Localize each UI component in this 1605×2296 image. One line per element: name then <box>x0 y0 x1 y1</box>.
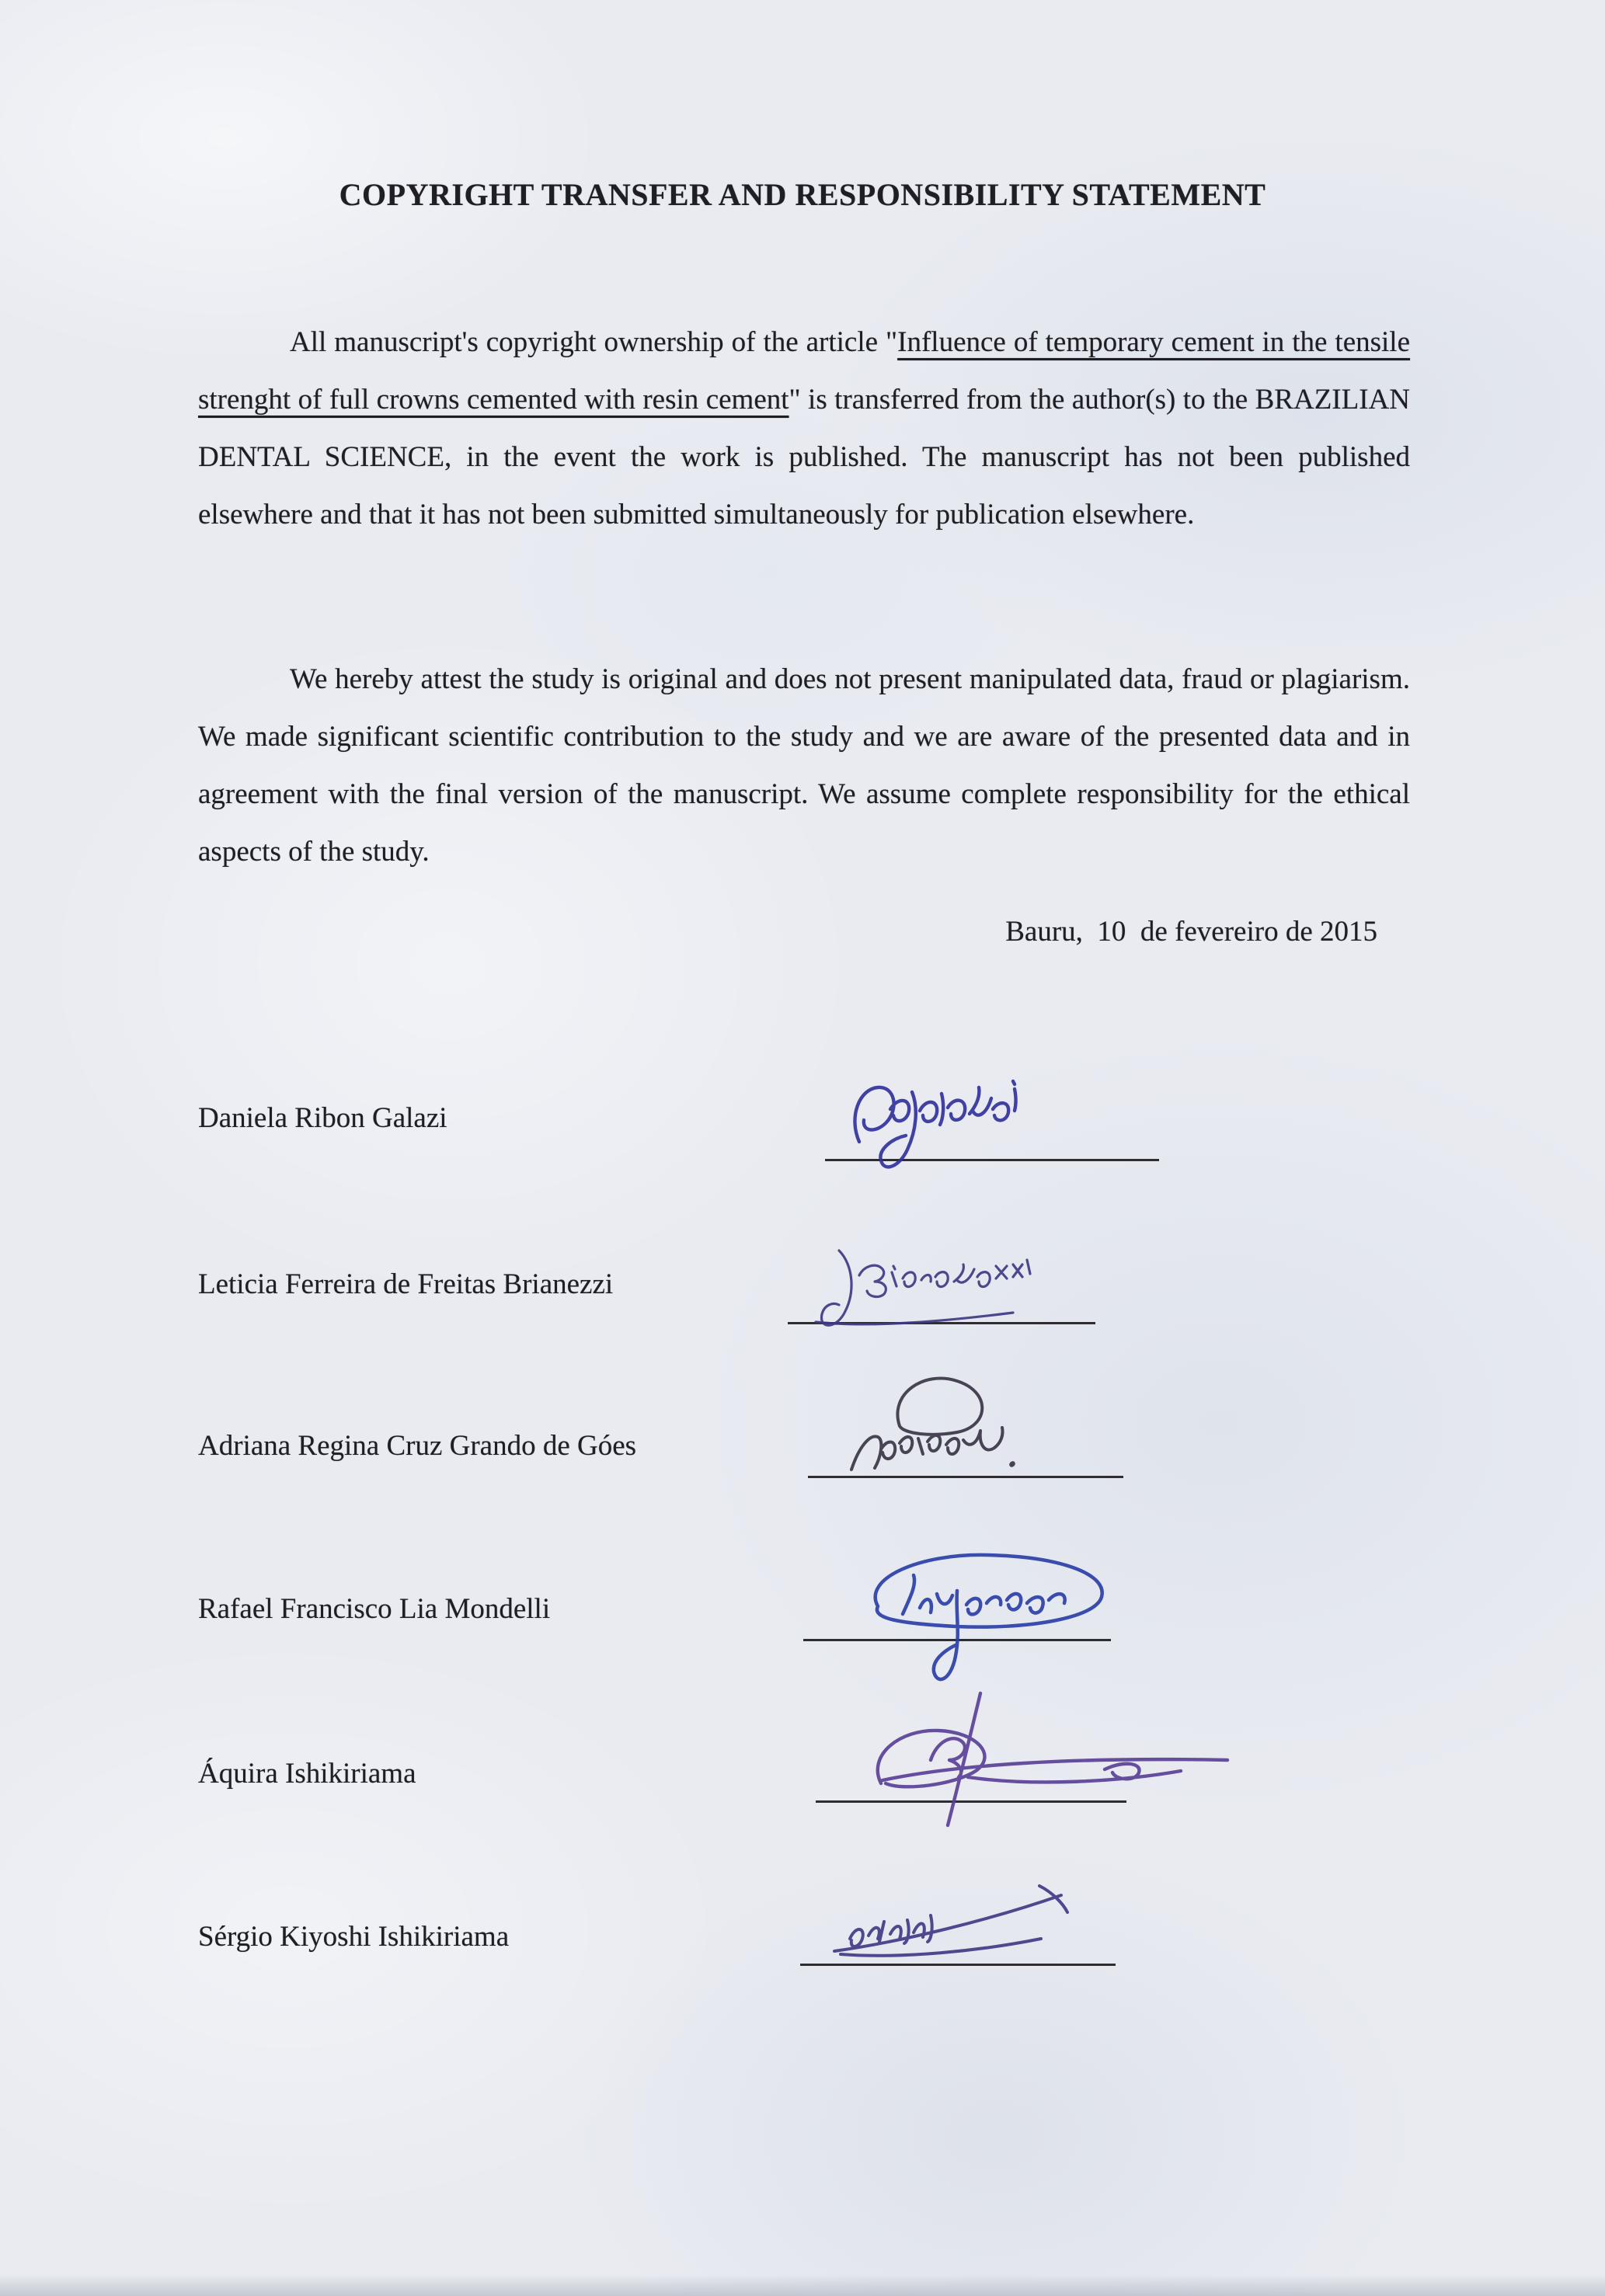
signature-row <box>0 1920 1605 2099</box>
signature-line <box>788 1198 1095 1324</box>
signature-ink-mondelli <box>803 1522 1238 1693</box>
signature-row <box>0 1592 1605 1771</box>
dateline <box>198 915 1410 948</box>
signature-line <box>825 1035 1159 1161</box>
signatory-name: Rafael Francisco Lia Mondelli <box>198 1593 551 1625</box>
paragraph-copyright-transfer <box>198 314 1410 544</box>
paragraph-responsibility: We hereby attest the study is original and does not present manipulated data, fraud or plagiarism. We made significant scientific contribution to the study and we are aware of the presented data and in agreement with the final version of the manuscript. We assume complete responsibility for the ethical aspects of the study. <box>198 663 1410 868</box>
dateline-text: Bauru, 10 de fevereiro de 2015 <box>1005 916 1377 948</box>
signature-ink-goes <box>808 1359 1243 1530</box>
signature-line <box>803 1515 1111 1641</box>
paragraph1-rest: " is transferred from the author(s) to the BRAZILIAN DENTAL SCIENCE, in the event the work is published. The manuscript has not been published elsewhere and that it has not been submitted simultaneously for publication elsewhere. <box>198 384 1410 531</box>
signature-ink-sergio <box>800 1847 1235 2018</box>
signatory-name: Adriana Regina Cruz Grando de Góes <box>198 1430 637 1462</box>
signatory-name: Áquira Ishikiriama <box>198 1758 416 1790</box>
signature-ink-aquira <box>816 1684 1251 1855</box>
signatory-name: Sérgio Kiyoshi Ishikiriama <box>198 1921 510 1953</box>
article-title-underlined: Influence of temporary cement in the tensile strenght of full crowns cemented with resin cement <box>198 326 1410 416</box>
signature-line <box>816 1676 1126 1803</box>
scan-bottom-shadow <box>0 2274 1605 2296</box>
signature-line <box>808 1352 1123 1478</box>
paragraph1-intro: All manuscript's copyright ownership of the article " <box>290 326 898 358</box>
signature-ink-brianezzi <box>788 1205 1223 1376</box>
signature-row <box>0 1429 1605 1608</box>
document-title: COPYRIGHT TRANSFER AND RESPONSIBILITY STATEMENT <box>339 176 1266 212</box>
signature-row <box>0 1268 1605 1446</box>
signatory-name: Leticia Ferreira de Freitas Brianezzi <box>198 1268 614 1300</box>
signatory-name: Daniela Ribon Galazi <box>198 1102 447 1134</box>
signature-ink-galazi <box>825 1042 1260 1213</box>
signature-line <box>800 1839 1116 1966</box>
